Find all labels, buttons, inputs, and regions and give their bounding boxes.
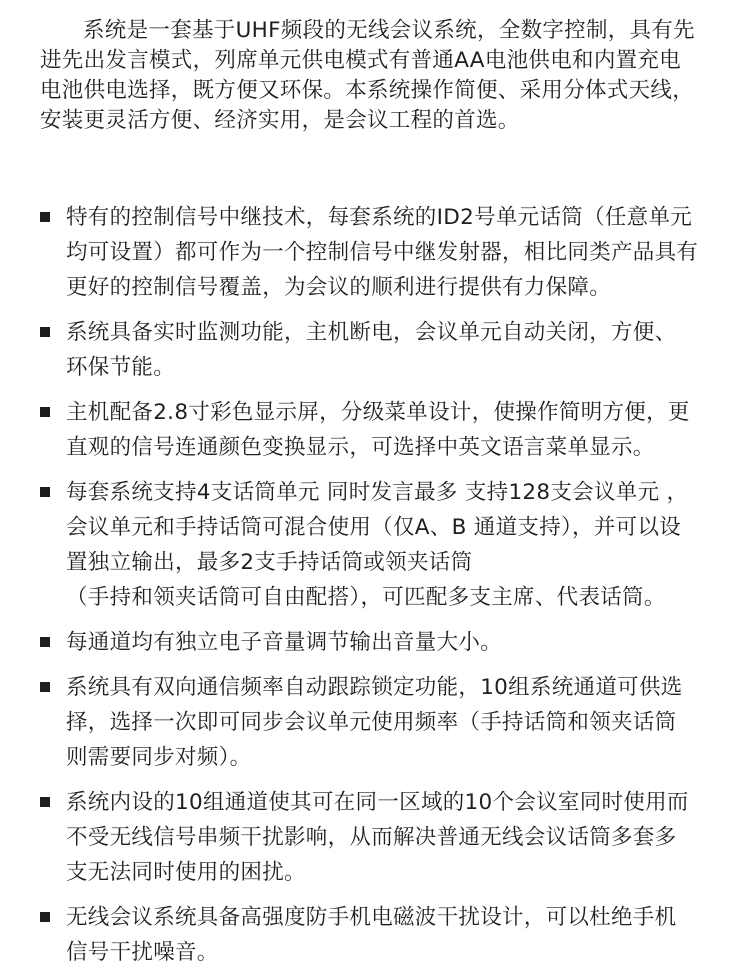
feature-text-line: 支无法同时使用的困扰。 [66, 860, 306, 885]
feature-text-line: 系统具备实时监测功能，主机断电，会议单元自动关闭，方便、 [66, 320, 677, 345]
feature-text-line: 直观的信号连通颜色变换显示，可选择中英文语言菜单显示。 [66, 435, 655, 460]
feature-list [40, 200, 740, 980]
feature-item [40, 315, 740, 385]
feature-text-line: 更好的控制信号覆盖，为会议的顺利进行提供有力保障。 [66, 275, 612, 300]
feature-item [40, 670, 740, 775]
feature-text-line: 特有的控制信号中继技术，每套系统的ID2号单元话筒（任意单元 [66, 205, 693, 230]
feature-text-line: 则需要同步对频）。 [66, 745, 252, 770]
square-bullet-icon [40, 407, 50, 417]
square-bullet-icon [40, 637, 50, 647]
feature-text-line: 置独立输出，最多2支手持话筒或领夹话筒 [66, 550, 473, 575]
feature-text-line: 每通道均有独立电子音量调节输出音量大小。 [66, 630, 503, 655]
feature-item [40, 395, 740, 465]
square-bullet-icon [40, 682, 50, 692]
feature-text-line: 信号干扰噪音。 [66, 940, 219, 965]
intro-line: 进先出发言模式，列席单元供电模式有普通AA电池供电和内置充电 [40, 48, 682, 73]
square-bullet-icon [40, 797, 50, 807]
feature-text-line: （手持和领夹话筒可自由配搭），可匹配多支主席、代表话筒。 [66, 585, 666, 610]
square-bullet-icon [40, 212, 50, 222]
feature-text-line: 不受无线信号串频干扰影响，从而解决普通无线会议话筒多套多 [66, 825, 677, 850]
intro-line: 电池供电选择，既方便又环保。本系统操作简便、采用分体式天线， [40, 78, 695, 103]
feature-text-line: 主机配备2.8寸彩色显示屏，分级菜单设计，使操作简明方便，更 [66, 400, 690, 425]
feature-item [40, 900, 740, 970]
feature-text-line: 系统内设的10组通道使其可在同一区域的10个会议室同时使用而 [66, 790, 689, 815]
feature-item [40, 785, 740, 890]
feature-text-line: 会议单元和手持话筒可混合使用（仅A、B 通道支持），并可以设 [66, 515, 682, 540]
square-bullet-icon [40, 487, 50, 497]
feature-text-line: 环保节能。 [66, 355, 176, 380]
feature-item [40, 475, 740, 615]
intro-line: 安装更灵活方便、经济实用，是会议工程的首选。 [40, 108, 520, 133]
feature-text-line: 每套系统支持4支话筒单元 同时发言最多 支持128支会议单元 ， [66, 480, 689, 505]
feature-item [40, 200, 740, 305]
feature-text-line: 系统具有双向通信频率自动跟踪锁定功能，10组系统通道可供选 [66, 675, 683, 700]
intro-line: 系统是一套基于UHF频段的无线会议系统，全数字控制，具有先 [83, 18, 695, 43]
feature-text-line: 择，选择一次即可同步会议单元使用频率（手持话筒和领夹话筒 [66, 710, 677, 735]
feature-item [40, 625, 740, 660]
square-bullet-icon [40, 912, 50, 922]
square-bullet-icon [40, 327, 50, 337]
feature-text-line: 无线会议系统具备高强度防手机电磁波干扰设计，可以杜绝手机 [66, 905, 677, 930]
intro-paragraph [40, 16, 730, 136]
feature-text-line: 均可设置）都可作为一个控制信号中继发射器，相比同类产品具有 [66, 240, 699, 265]
